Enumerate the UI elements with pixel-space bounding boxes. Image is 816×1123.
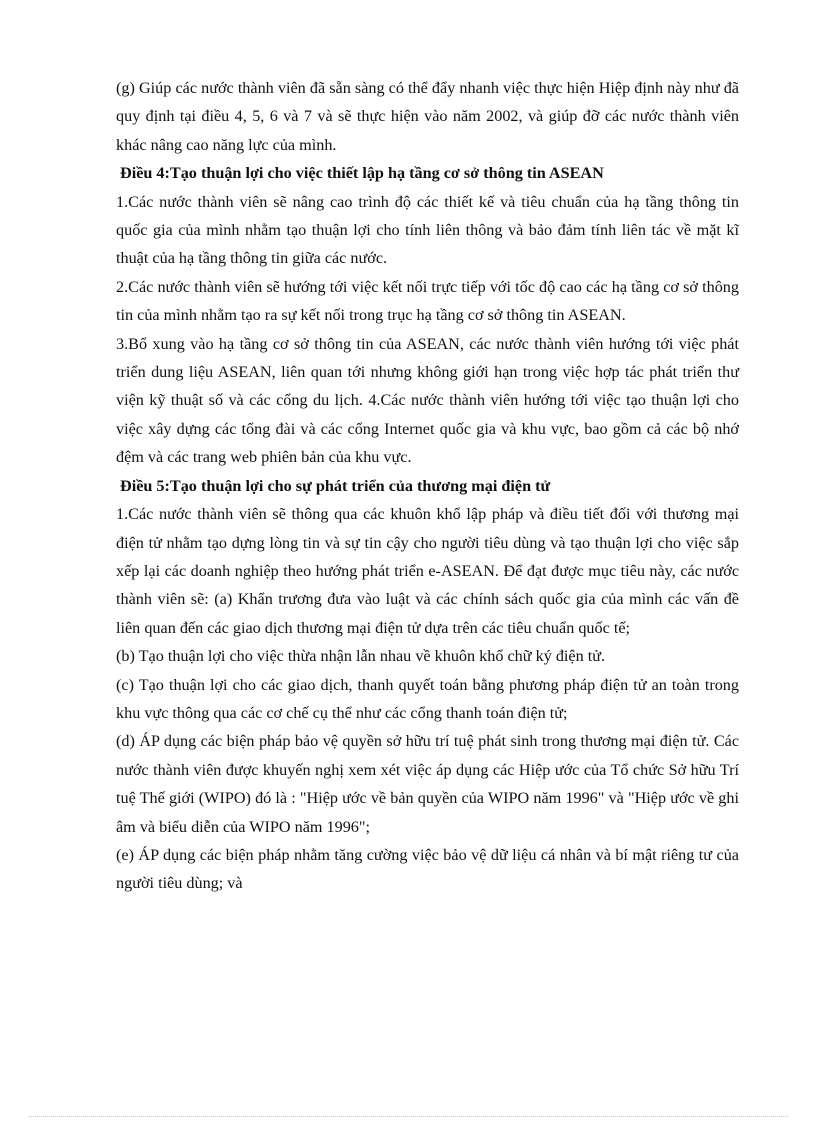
- document-body: [116, 74, 739, 898]
- article-5-clause-e: (e) ÁP dụng các biện pháp nhằm tăng cường việc bảo vệ dữ liệu cá nhân và bí mật riêng tư của người tiêu dùng; và: [116, 845, 739, 893]
- article-4-clause-2: 2.Các nước thành viên sẽ hướng tới việc kết nối trực tiếp với tốc độ cao các hạ tầng cơ sở thông tin của mình nhằm tạo ra sự kết nối trong trục hạ tầng cơ sở thông tin ASEAN.: [116, 277, 739, 325]
- article-5-clause-d: (d) ÁP dụng các biện pháp bảo vệ quyền sở hữu trí tuệ phát sinh trong thương mại điện tử. Các nước thành viên được khuyến nghị xem xét việc áp dụng các Hiệp ước của Tổ chức Sở hữu Trí tuệ Thế giới (WIPO) đó là : "Hiệp ước về bản quyền của WIPO năm 1996" và "Hiệp ước về ghi âm và biểu diễn của WIPO năm 1996";: [116, 732, 739, 836]
- article-5-clause-1a: 1.Các nước thành viên sẽ thông qua các khuôn khổ lập pháp và điều tiết đối với thương mại điện tử nhằm tạo dựng lòng tin và sự tin cậy cho người tiêu dùng và tạo thuận lợi cho việc sắp xếp lại các doanh nghiệp theo hướng phát triển e-ASEAN. Để đạt được mục tiêu này, các nước thành viên sẽ: (a) Khẩn trương đưa vào luật và các chính sách quốc gia của mình các vấn đề liên quan đến các giao dịch thương mại điện tử dựa trên các tiêu chuẩn quốc tế;: [116, 505, 739, 637]
- page-bottom-divider: [28, 1116, 788, 1117]
- article-4-clause-3-4: 3.Bổ xung vào hạ tầng cơ sở thông tin của ASEAN, các nước thành viên hướng tới việc phát triển dung liệu ASEAN, liên quan tới nhưng không giới hạn trong việc hợp tác phát triển thư viện kỹ thuật số và các cổng du lịch. 4.Các nước thành viên hướng tới việc tạo thuận lợi cho việc xây dựng các tổng đài và các cổng Internet quốc gia và khu vực, bao gồm cả các bộ nhớ đệm và các trang web phiên bản của khu vực.: [116, 334, 739, 467]
- paragraph-g: (g) Giúp các nước thành viên đã sẵn sàng có thể đẩy nhanh việc thực hiện Hiệp định này như đã quy định tại điều 4, 5, 6 và 7 và sẽ thực hiện vào năm 2002, và giúp đỡ các nước thành viên khác nâng cao năng lực của mình.: [116, 79, 739, 154]
- heading-article-4: Điều 4:Tạo thuận lợi cho việc thiết lập hạ tầng cơ sở thông tin ASEAN: [120, 164, 604, 183]
- article-5-clause-c: (c) Tạo thuận lợi cho các giao dịch, thanh quyết toán bằng phương pháp điện tử an toàn trong khu vực thông qua các cơ chế cụ thể như các cổng thanh toán điện tử;: [116, 675, 739, 722]
- heading-article-5: Điều 5:Tạo thuận lợi cho sự phát triển của thương mại điện tử: [120, 476, 551, 495]
- article-4-clause-1: 1.Các nước thành viên sẽ nâng cao trình độ các thiết kế và tiêu chuẩn của hạ tầng thông tin quốc gia của mình nhằm tạo thuận lợi cho tính liên thông và bảo đảm tính liên tác về mặt kĩ thuật của hạ tầng thông tin giữa các nước.: [116, 192, 739, 268]
- article-5-clause-b: (b) Tạo thuận lợi cho việc thừa nhận lẫn nhau về khuôn khổ chữ ký điện tử.: [116, 647, 606, 666]
